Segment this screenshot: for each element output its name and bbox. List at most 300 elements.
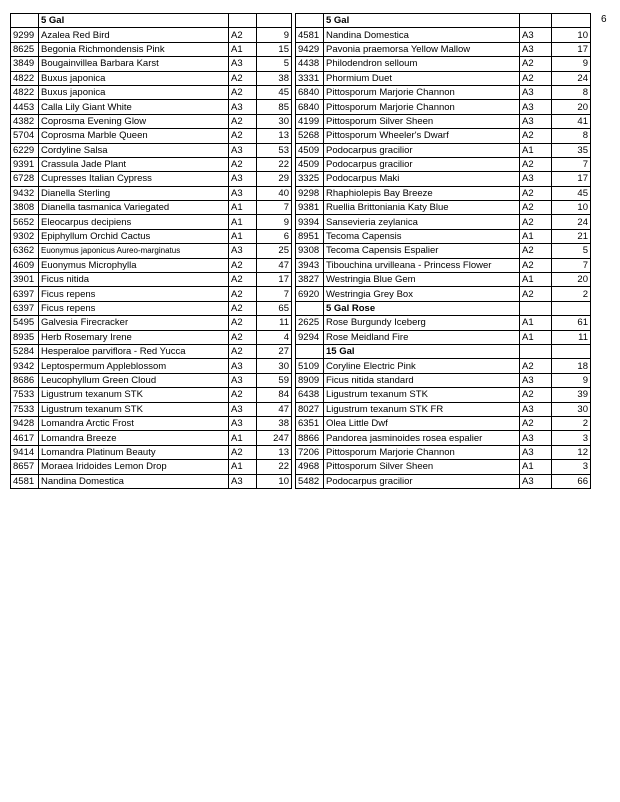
table-row <box>11 244 591 258</box>
grade: A1 <box>520 460 552 474</box>
plant-name: Euonymus Microphylla <box>39 258 229 272</box>
quantity: 2 <box>552 287 591 301</box>
plant-name: Buxus japonica <box>39 71 229 85</box>
item-code: 5268 <box>296 129 324 143</box>
plant-name: Coprosma Evening Glow <box>39 114 229 128</box>
quantity: 2 <box>552 416 591 430</box>
plant-name: Nandina Domestica <box>39 474 229 488</box>
item-code: 6362 <box>11 244 39 258</box>
plant-name: Bougainvillea Barbara Karst <box>39 57 229 71</box>
table-row <box>11 359 591 373</box>
grade: A2 <box>229 273 257 287</box>
plant-name: Lomandra Platinum Beauty <box>39 445 229 459</box>
quantity: 35 <box>552 143 591 157</box>
table-row <box>11 157 591 171</box>
grade: A2 <box>520 388 552 402</box>
item-code: 9308 <box>296 244 324 258</box>
item-code: 3331 <box>296 71 324 85</box>
item-code: 8909 <box>296 373 324 387</box>
plant-name: Tecoma Capensis <box>324 229 520 243</box>
item-code: 3808 <box>11 201 39 215</box>
quantity: 27 <box>257 344 292 358</box>
item-code: 4509 <box>296 143 324 157</box>
quantity: 247 <box>257 431 292 445</box>
item-code: 5652 <box>11 215 39 229</box>
table-row <box>11 301 591 315</box>
quantity: 24 <box>552 215 591 229</box>
quantity: 17 <box>257 273 292 287</box>
item-code: 6840 <box>296 85 324 99</box>
plant-name: Pittosporum Marjorie Channon <box>324 100 520 114</box>
quantity: 20 <box>552 100 591 114</box>
grade: A2 <box>520 258 552 272</box>
item-code: 4822 <box>11 71 39 85</box>
table-row <box>11 460 591 474</box>
quantity: 30 <box>257 359 292 373</box>
item-code: 8686 <box>11 373 39 387</box>
item-code: 3325 <box>296 172 324 186</box>
quantity: 9 <box>552 373 591 387</box>
code-cell <box>296 14 324 28</box>
plant-name: Nandina Domestica <box>324 28 520 42</box>
plant-name: Azalea Red Bird <box>39 28 229 42</box>
item-code: 9342 <box>11 359 39 373</box>
plant-name: Westringia Blue Gem <box>324 273 520 287</box>
quantity: 11 <box>257 316 292 330</box>
table-row <box>11 215 591 229</box>
item-code: 3827 <box>296 273 324 287</box>
item-code: 6397 <box>11 301 39 315</box>
plant-name: Podocarpus Maki <box>324 172 520 186</box>
quantity: 22 <box>257 460 292 474</box>
item-code: 4581 <box>11 474 39 488</box>
item-code: 6728 <box>11 172 39 186</box>
grade: A3 <box>520 402 552 416</box>
quantity: 5 <box>257 57 292 71</box>
table-row <box>11 201 591 215</box>
grade: A2 <box>229 71 257 85</box>
item-code: 2625 <box>296 316 324 330</box>
quantity: 45 <box>552 186 591 200</box>
grade: A2 <box>229 316 257 330</box>
plant-name: Pittosporum Silver Sheen <box>324 460 520 474</box>
table-row <box>11 14 591 28</box>
quantity: 47 <box>257 402 292 416</box>
plant-name: Olea Little Dwf <box>324 416 520 430</box>
grade: A3 <box>229 186 257 200</box>
plant-name: Dianella tasmanica Variegated <box>39 201 229 215</box>
plant-name: Moraea Iridoides Lemon Drop <box>39 460 229 474</box>
grade: A3 <box>520 28 552 42</box>
plant-name: Epiphyllum Orchid Cactus <box>39 229 229 243</box>
grade: A2 <box>229 301 257 315</box>
grade: A1 <box>229 229 257 243</box>
item-code: 8027 <box>296 402 324 416</box>
inventory-table <box>10 13 591 489</box>
table-row <box>11 28 591 42</box>
item-code: 4199 <box>296 114 324 128</box>
plant-name: Rose Meidland Fire <box>324 330 520 344</box>
grade: A2 <box>520 157 552 171</box>
grade: A2 <box>520 287 552 301</box>
plant-name: Pittosporum Marjorie Channon <box>324 445 520 459</box>
plant-name: Podocarpus gracilior <box>324 157 520 171</box>
plant-name: Eleocarpus decipiens <box>39 215 229 229</box>
table-row <box>11 71 591 85</box>
grade: A3 <box>520 85 552 99</box>
plant-name: Pittosporum Marjorie Channon <box>324 85 520 99</box>
table-row <box>11 373 591 387</box>
table-row <box>11 316 591 330</box>
grade-cell <box>229 14 257 28</box>
quantity: 30 <box>257 114 292 128</box>
plant-name: Euonymus japonicus Aureo-marginatus <box>39 244 229 258</box>
qty-cell <box>257 14 292 28</box>
plant-name: Cordyline Salsa <box>39 143 229 157</box>
item-code: 6397 <box>11 287 39 301</box>
plant-name: Dianella Sterling <box>39 186 229 200</box>
grade: A3 <box>520 114 552 128</box>
grade-cell <box>520 14 552 28</box>
quantity: 21 <box>552 229 591 243</box>
table-row <box>11 85 591 99</box>
plant-name: Lomandra Arctic Frost <box>39 416 229 430</box>
item-code: 4382 <box>11 114 39 128</box>
item-code: 8657 <box>11 460 39 474</box>
plant-name: Ligustrum texanum STK <box>324 388 520 402</box>
quantity: 59 <box>257 373 292 387</box>
plant-name: Ligustrum texanum STK <box>39 388 229 402</box>
qty-cell <box>552 301 591 315</box>
grade: A3 <box>229 416 257 430</box>
table-row <box>11 344 591 358</box>
grade: A2 <box>520 71 552 85</box>
item-code: 5109 <box>296 359 324 373</box>
plant-name: Tecoma Capensis Espalier <box>324 244 520 258</box>
quantity: 13 <box>257 129 292 143</box>
plant-name: Podocarpus gracilior <box>324 474 520 488</box>
table-row <box>11 100 591 114</box>
plant-name: Hesperaloe parviflora - Red Yucca <box>39 344 229 358</box>
grade: A2 <box>520 57 552 71</box>
grade: A2 <box>229 28 257 42</box>
quantity: 4 <box>257 330 292 344</box>
item-code: 5482 <box>296 474 324 488</box>
quantity: 38 <box>257 71 292 85</box>
grade: A1 <box>520 273 552 287</box>
item-code: 9428 <box>11 416 39 430</box>
table-row <box>11 287 591 301</box>
grade: A3 <box>229 474 257 488</box>
plant-name: Philodendron selloum <box>324 57 520 71</box>
quantity: 10 <box>552 28 591 42</box>
quantity: 20 <box>552 273 591 287</box>
grade: A2 <box>229 330 257 344</box>
table-row <box>11 388 591 402</box>
quantity: 8 <box>552 129 591 143</box>
section-header: 5 Gal <box>39 14 229 28</box>
quantity: 47 <box>257 258 292 272</box>
quantity: 12 <box>552 445 591 459</box>
grade: A1 <box>520 143 552 157</box>
quantity: 17 <box>552 172 591 186</box>
item-code: 9299 <box>11 28 39 42</box>
item-code: 5704 <box>11 129 39 143</box>
table-row <box>11 402 591 416</box>
item-code: 9414 <box>11 445 39 459</box>
table-row <box>11 57 591 71</box>
plant-name: Galvesia Firecracker <box>39 316 229 330</box>
item-code: 4609 <box>11 258 39 272</box>
quantity: 8 <box>552 85 591 99</box>
item-code: 8935 <box>11 330 39 344</box>
item-code: 4509 <box>296 157 324 171</box>
quantity: 22 <box>257 157 292 171</box>
plant-name: Tibouchina urvilleana - Princess Flower <box>324 258 520 272</box>
quantity: 9 <box>257 215 292 229</box>
item-code: 5284 <box>11 344 39 358</box>
grade: A2 <box>229 157 257 171</box>
item-code: 8625 <box>11 42 39 56</box>
plant-name: Ficus nitida <box>39 273 229 287</box>
item-code: 7533 <box>11 388 39 402</box>
quantity: 10 <box>552 201 591 215</box>
table-row <box>11 330 591 344</box>
section-header: 5 Gal <box>324 14 520 28</box>
item-code: 3943 <box>296 258 324 272</box>
plant-name: Ficus repens <box>39 287 229 301</box>
grade: A1 <box>520 316 552 330</box>
grade: A3 <box>520 474 552 488</box>
quantity: 41 <box>552 114 591 128</box>
quantity: 29 <box>257 172 292 186</box>
grade-cell <box>520 344 552 358</box>
section-header: 15 Gal <box>324 344 520 358</box>
grade: A1 <box>229 201 257 215</box>
item-code: 9432 <box>11 186 39 200</box>
qty-cell <box>552 14 591 28</box>
plant-name: Lomandra Breeze <box>39 431 229 445</box>
table-row <box>11 258 591 272</box>
grade: A3 <box>229 373 257 387</box>
grade: A2 <box>229 129 257 143</box>
quantity: 25 <box>257 244 292 258</box>
quantity: 18 <box>552 359 591 373</box>
quantity: 15 <box>257 42 292 56</box>
plant-name: Rose Burgundy Iceberg <box>324 316 520 330</box>
item-code: 9298 <box>296 186 324 200</box>
grade: A3 <box>520 445 552 459</box>
grade: A3 <box>229 244 257 258</box>
inventory-rows <box>11 14 591 489</box>
grade: A1 <box>520 229 552 243</box>
quantity: 61 <box>552 316 591 330</box>
quantity: 13 <box>257 445 292 459</box>
quantity: 24 <box>552 71 591 85</box>
grade: A2 <box>229 344 257 358</box>
quantity: 40 <box>257 186 292 200</box>
quantity: 45 <box>257 85 292 99</box>
grade: A3 <box>520 42 552 56</box>
item-code: 6840 <box>296 100 324 114</box>
grade: A2 <box>229 114 257 128</box>
plant-name: Sansevieria zeylanica <box>324 215 520 229</box>
item-code: 6920 <box>296 287 324 301</box>
quantity: 3 <box>552 431 591 445</box>
grade: A1 <box>229 431 257 445</box>
grade: A1 <box>229 42 257 56</box>
plant-name: Phormium Duet <box>324 71 520 85</box>
table-row <box>11 42 591 56</box>
quantity: 30 <box>552 402 591 416</box>
plant-name: Podocarpus gracilior <box>324 143 520 157</box>
item-code: 9381 <box>296 201 324 215</box>
grade: A1 <box>229 215 257 229</box>
quantity: 11 <box>552 330 591 344</box>
plant-name: Leucophyllum Green Cloud <box>39 373 229 387</box>
table-row <box>11 172 591 186</box>
grade: A3 <box>520 431 552 445</box>
plant-name: Begonia Richmondensis Pink <box>39 42 229 56</box>
grade: A3 <box>520 172 552 186</box>
item-code: 7533 <box>11 402 39 416</box>
plant-name: Pittosporum Silver Sheen <box>324 114 520 128</box>
item-code: 3901 <box>11 273 39 287</box>
quantity: 3 <box>552 460 591 474</box>
section-header: 5 Gal Rose <box>324 301 520 315</box>
grade: A3 <box>520 100 552 114</box>
grade: A2 <box>229 445 257 459</box>
table-row <box>11 445 591 459</box>
plant-name: Crassula Jade Plant <box>39 157 229 171</box>
table-row <box>11 129 591 143</box>
quantity: 85 <box>257 100 292 114</box>
qty-cell <box>552 344 591 358</box>
grade: A2 <box>520 416 552 430</box>
item-code: 8951 <box>296 229 324 243</box>
quantity: 84 <box>257 388 292 402</box>
quantity: 7 <box>257 201 292 215</box>
grade: A2 <box>229 287 257 301</box>
plant-name: Ligustrum texanum STK FR <box>324 402 520 416</box>
item-code: 4581 <box>296 28 324 42</box>
item-code: 7206 <box>296 445 324 459</box>
quantity: 38 <box>257 416 292 430</box>
quantity: 10 <box>257 474 292 488</box>
table-row <box>11 229 591 243</box>
plant-name: Ruellia Brittoniania Katy Blue <box>324 201 520 215</box>
grade: A3 <box>229 402 257 416</box>
plant-name: Westringia Grey Box <box>324 287 520 301</box>
code-cell <box>11 14 39 28</box>
item-code: 6351 <box>296 416 324 430</box>
quantity: 17 <box>552 42 591 56</box>
item-code: 3849 <box>11 57 39 71</box>
table-row <box>11 114 591 128</box>
quantity: 7 <box>552 258 591 272</box>
item-code: 4453 <box>11 100 39 114</box>
grade: A2 <box>520 201 552 215</box>
quantity: 7 <box>257 287 292 301</box>
quantity: 5 <box>552 244 591 258</box>
grade: A2 <box>520 129 552 143</box>
grade: A3 <box>520 373 552 387</box>
table-row <box>11 186 591 200</box>
item-code: 9294 <box>296 330 324 344</box>
quantity: 6 <box>257 229 292 243</box>
grade: A3 <box>229 359 257 373</box>
plant-name: Rhaphiolepis Bay Breeze <box>324 186 520 200</box>
quantity: 53 <box>257 143 292 157</box>
plant-name: Pavonia praemorsa Yellow Mallow <box>324 42 520 56</box>
plant-name: Herb Rosemary Irene <box>39 330 229 344</box>
item-code: 4822 <box>11 85 39 99</box>
quantity: 7 <box>552 157 591 171</box>
grade: A2 <box>520 186 552 200</box>
plant-name: Leptospermum Appleblossom <box>39 359 229 373</box>
grade: A3 <box>229 100 257 114</box>
code-cell <box>296 344 324 358</box>
grade: A3 <box>229 172 257 186</box>
grade: A1 <box>520 330 552 344</box>
item-code: 8866 <box>296 431 324 445</box>
quantity: 66 <box>552 474 591 488</box>
plant-name: Calla Lily Giant White <box>39 100 229 114</box>
grade: A2 <box>229 258 257 272</box>
item-code: 9391 <box>11 157 39 171</box>
quantity: 39 <box>552 388 591 402</box>
item-code: 5495 <box>11 316 39 330</box>
plant-name: Pittosporum Wheeler's Dwarf <box>324 129 520 143</box>
plant-name: Buxus japonica <box>39 85 229 99</box>
item-code: 9394 <box>296 215 324 229</box>
item-code: 4968 <box>296 460 324 474</box>
grade: A3 <box>229 143 257 157</box>
plant-name: Coryline Electric Pink <box>324 359 520 373</box>
plant-name: Ficus nitida standard <box>324 373 520 387</box>
table-row <box>11 431 591 445</box>
grade: A2 <box>520 244 552 258</box>
item-code: 9302 <box>11 229 39 243</box>
item-code: 4617 <box>11 431 39 445</box>
item-code: 6229 <box>11 143 39 157</box>
table-row <box>11 474 591 488</box>
grade: A2 <box>229 85 257 99</box>
plant-name: Ficus repens <box>39 301 229 315</box>
grade: A2 <box>520 215 552 229</box>
plant-name: Cupresses Italian Cypress <box>39 172 229 186</box>
quantity: 9 <box>257 28 292 42</box>
table-row <box>11 273 591 287</box>
grade-cell <box>520 301 552 315</box>
item-code: 4438 <box>296 57 324 71</box>
plant-name: Coprosma Marble Queen <box>39 129 229 143</box>
table-row <box>11 143 591 157</box>
grade: A2 <box>520 359 552 373</box>
item-code: 6438 <box>296 388 324 402</box>
code-cell <box>296 301 324 315</box>
table-row <box>11 416 591 430</box>
quantity: 9 <box>552 57 591 71</box>
grade: A1 <box>229 460 257 474</box>
plant-name: Ligustrum texanum STK <box>39 402 229 416</box>
grade: A2 <box>229 388 257 402</box>
page-number: 6 <box>601 14 607 25</box>
grade: A3 <box>229 57 257 71</box>
quantity: 65 <box>257 301 292 315</box>
plant-name: Pandorea jasminoides rosea espalier <box>324 431 520 445</box>
item-code: 9429 <box>296 42 324 56</box>
